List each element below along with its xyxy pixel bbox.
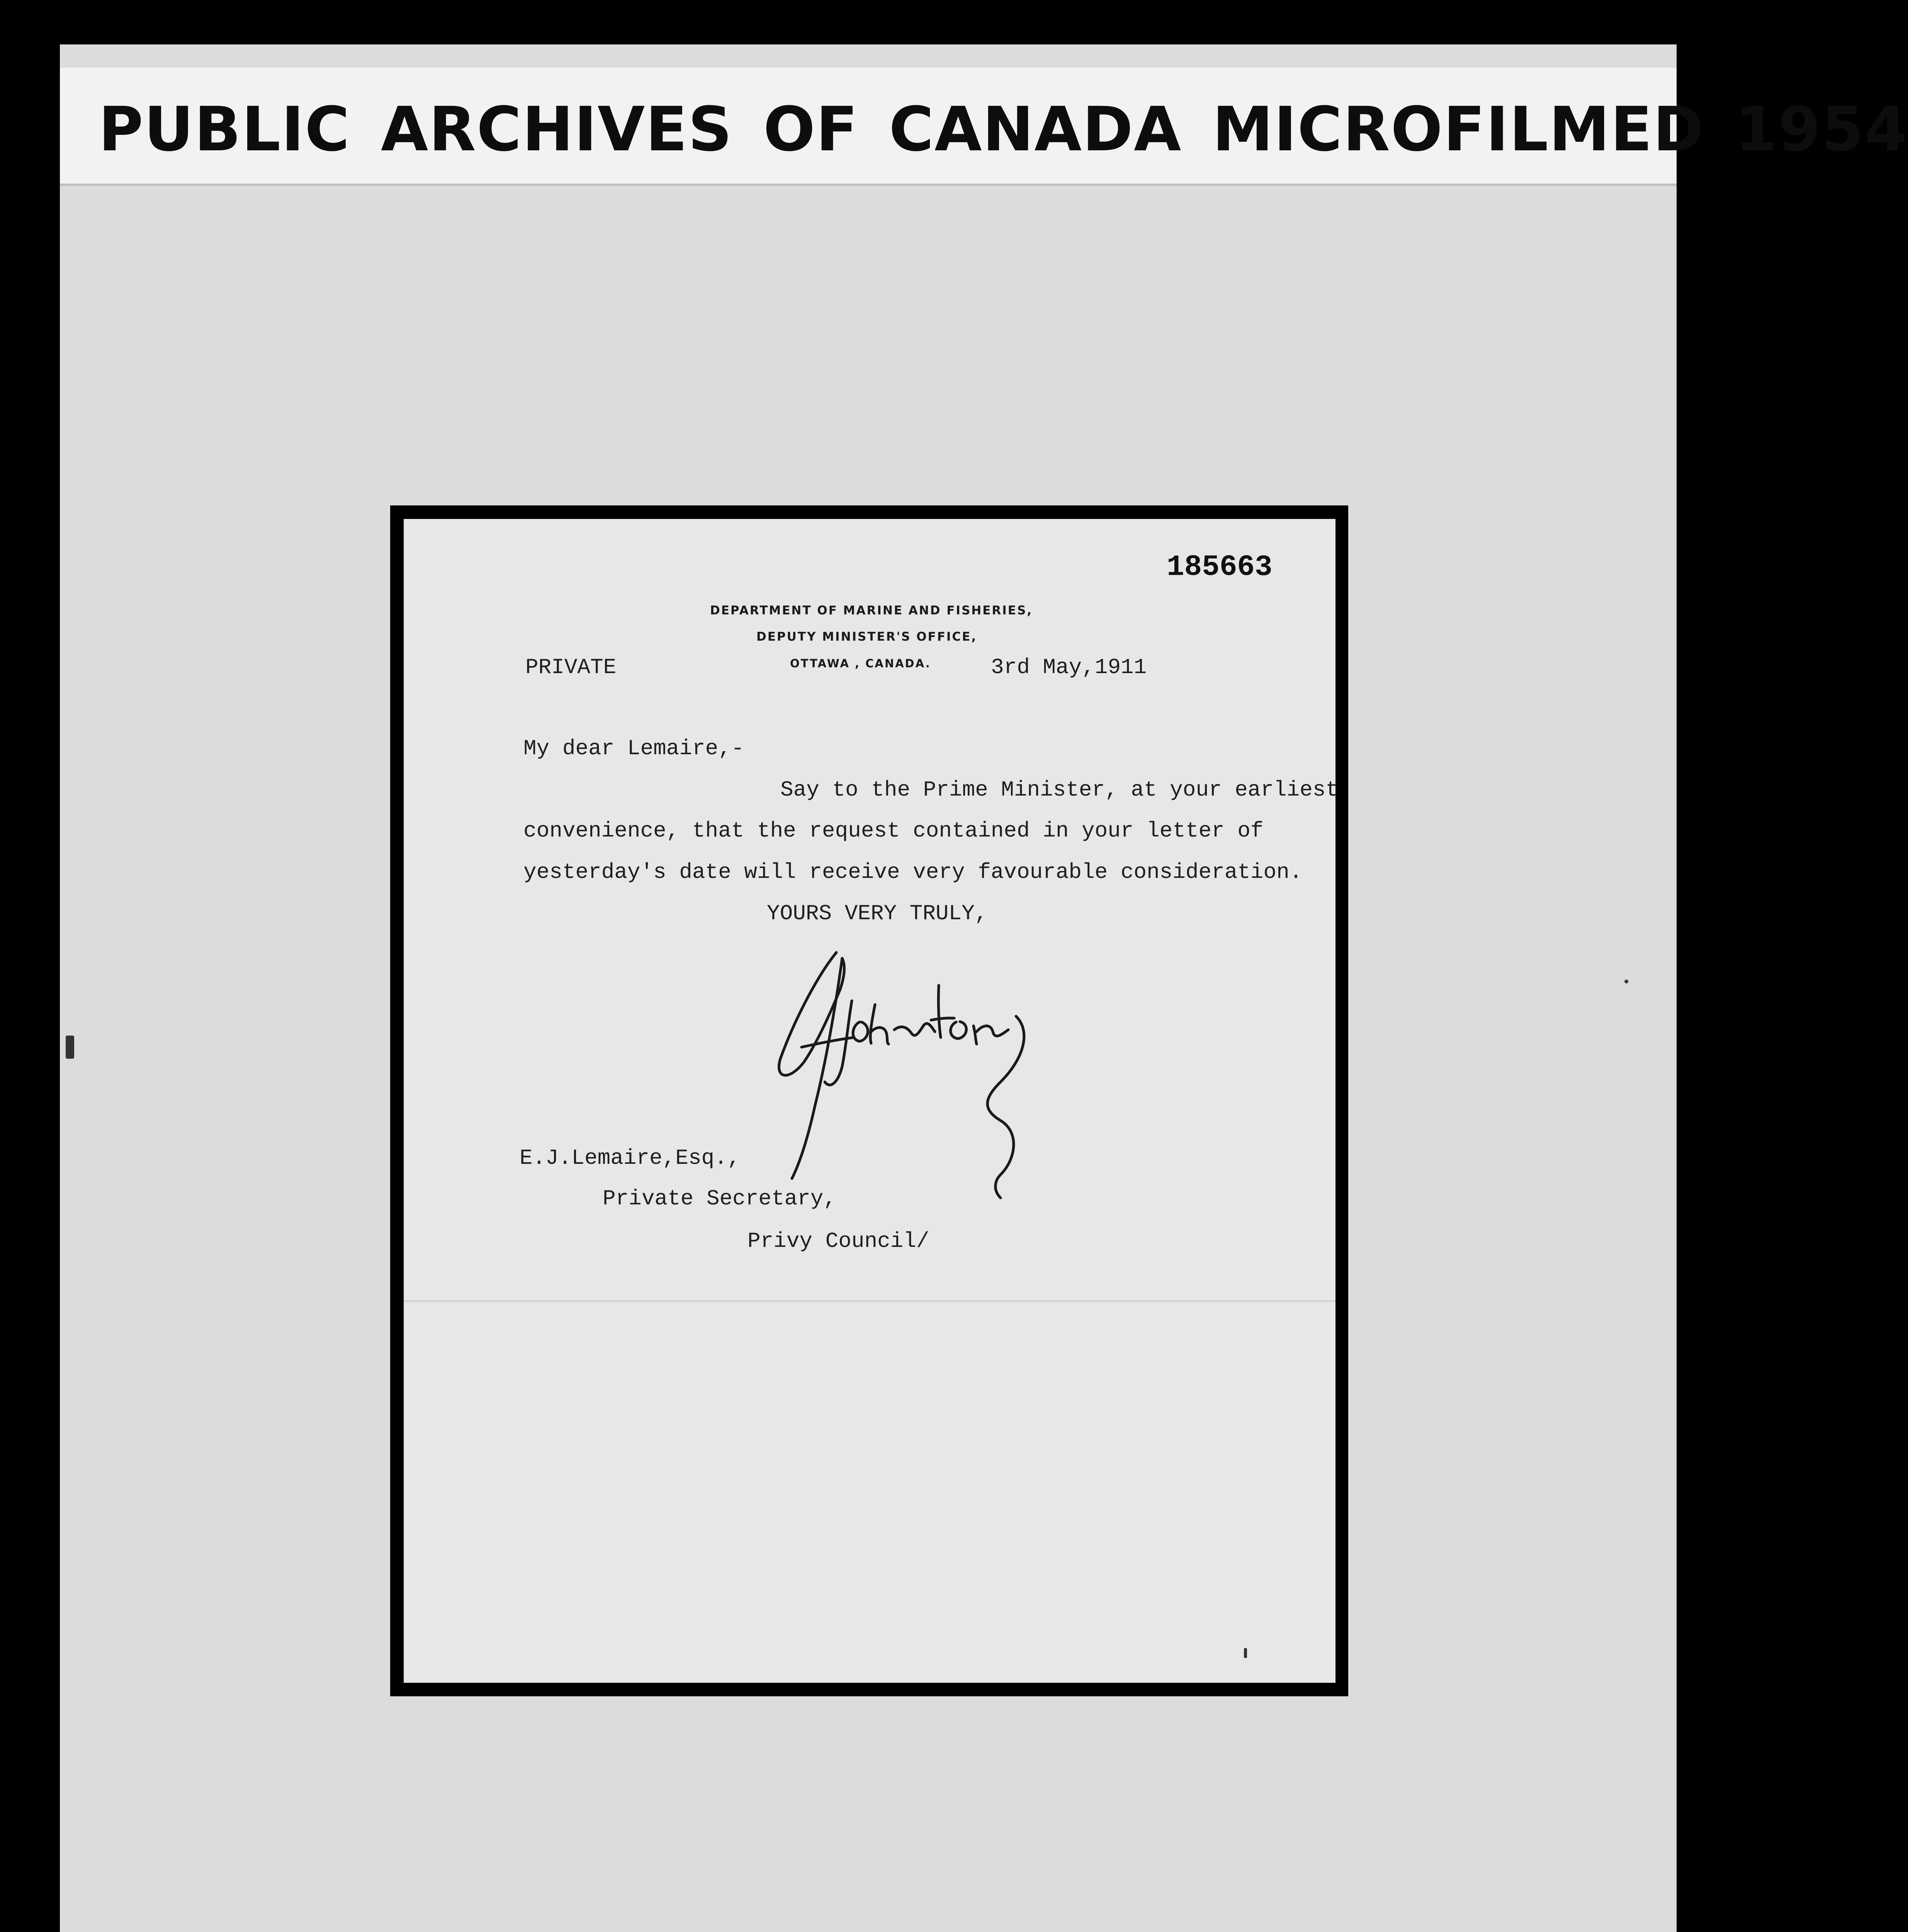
addressee-line: Private Secretary,	[603, 1186, 836, 1211]
letterhead-department: DEPARTMENT OF MARINE AND FISHERIES,	[710, 604, 1033, 617]
closing: YOURS VERY TRULY,	[767, 901, 988, 926]
file-number: 185663	[1167, 551, 1273, 584]
paper-fold-line	[404, 1300, 1335, 1302]
film-speck	[1244, 1648, 1247, 1658]
archive-header-title: PUBLIC ARCHIVES OF CANADA MICROFILMED 1954	[99, 94, 1908, 165]
letterhead-office: DEPUTY MINISTER'S OFFICE,	[756, 630, 977, 644]
addressee-line: E.J.Lemaire,Esq.,	[520, 1146, 741, 1170]
film-speck	[66, 1036, 74, 1059]
body-line: convenience, that the request contained in your letter of	[523, 818, 1264, 843]
body-line: yesterday's date will receive very favourable consideration.	[523, 860, 1303, 884]
addressee-line: Privy Council/	[748, 1229, 929, 1253]
body-line: Say to the Prime Minister, at your earliest	[780, 777, 1339, 802]
handwritten-signature	[753, 943, 1062, 1221]
film-speck	[1624, 980, 1628, 983]
private-marking: PRIVATE	[525, 655, 617, 680]
letterhead-city: OTTAWA , CANADA.	[790, 657, 931, 670]
letter-date: 3rd May,1911	[991, 655, 1147, 680]
salutation: My dear Lemaire,-	[523, 736, 744, 761]
